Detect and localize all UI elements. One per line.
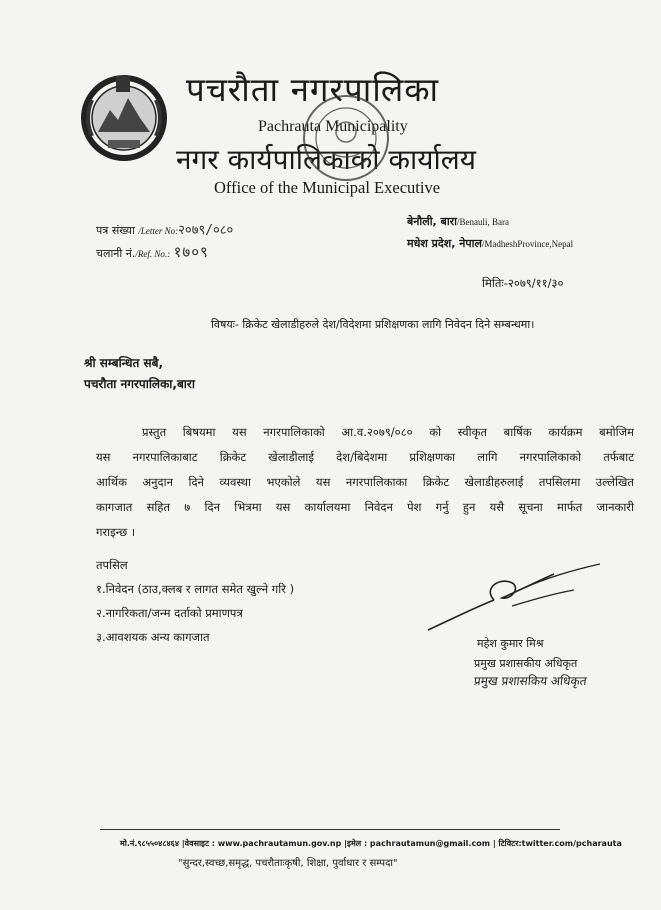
signatory-stamp: प्रमुख प्रशासकिय अधिकृत bbox=[473, 674, 588, 688]
signature-icon bbox=[424, 560, 604, 636]
office-name-english: Office of the Municipal Executive bbox=[214, 178, 441, 197]
letter-body bbox=[96, 420, 634, 545]
letter-number: पत्र संख्या /Letter No:२०७९/०८० bbox=[96, 223, 234, 238]
list-heading: तपसिल bbox=[96, 558, 128, 572]
list-item: १.निवेदन (ठाउ,क्लब र लागत समेत खुल्ने गरि ) bbox=[96, 582, 295, 596]
address-line-2: मधेश प्रदेश, नेपाल/MadheshProvince,Nepal bbox=[407, 237, 574, 250]
address-line-1: बेनौली, बारा/Benauli, Bara bbox=[407, 215, 510, 228]
municipality-name-english: Pachrauta Municipality bbox=[258, 118, 408, 135]
letter-subject: विषयः- क्रिकेट खेलाडीहरुले देश/विदेशमा प्रशिक्षणका लागि निवेदन दिने सम्बन्धमा। bbox=[211, 318, 535, 331]
body-line: यस नगरपालिकाबाट क्रिकेट खेलाडीलाई देश/बिदेशमा प्रशिक्षणका लागि नगरपालिकाको तर्फबाट bbox=[96, 450, 634, 464]
list-item: २.नागरिकता/जन्म दर्ताको प्रमाणपत्र bbox=[96, 606, 243, 620]
signatory-title: प्रमुख प्रशासकीय अधिकृत bbox=[474, 657, 578, 670]
list-item: ३.आवशयक अन्य कागजात bbox=[96, 630, 210, 644]
body-line: कागजात सहित ७ दिन भित्रमा यस कार्यालयमा निवेदन पेश गर्नु हुन यसै सूचना मार्फत जानकारी bbox=[96, 500, 634, 514]
body-line: आर्थिक अनुदान दिने व्यवस्था भएकोले यस नगरपालिकाका क्रिकेट खेलाडीहरुलाई तपसिलमा उल्लेखित bbox=[96, 475, 634, 489]
nepal-emblem-icon bbox=[78, 70, 170, 162]
body-line: गराइन्छ । bbox=[96, 525, 136, 539]
body-line: प्रस्तुत बिषयमा यस नगरपालिकाको आ.व.२०७९/०८० को स्वीकृत बार्षिक कार्यक्रम बमोजिम bbox=[142, 425, 634, 439]
recipient-line-2: पचरौता नगरपालिका,बारा bbox=[84, 377, 195, 391]
office-stamp-icon bbox=[300, 92, 392, 184]
recipient-line-1: श्री सम्बन्धित सबै, bbox=[84, 356, 163, 370]
municipality-name-nepali: पचरौता नगरपालिका bbox=[186, 70, 440, 109]
footer-slogan: "सुन्दर,स्वच्छ,समृद्ध, पचरौताःकृषी, शिक्षा, पुर्वाधार र सम्पदा" bbox=[178, 858, 398, 869]
signatory-name: महेश कुमार मिश्र bbox=[477, 637, 544, 650]
footer-divider bbox=[100, 829, 560, 830]
office-name-nepali: नगर कार्यपालिकाको कार्यालय bbox=[176, 143, 476, 176]
letter-date: मितिः-२०७९/११/३० bbox=[482, 276, 564, 290]
reference-number: चलानी नं./Ref. No.: १७०९ bbox=[96, 243, 209, 261]
footer-contact: मो.नं.९८५५०४८४६४ |वेवसाइट : www.pachrautamun.gov.np |इमेल : pachrautamun@gmail.com | टिविटर:twitter.com/pcharauta bbox=[120, 839, 622, 848]
